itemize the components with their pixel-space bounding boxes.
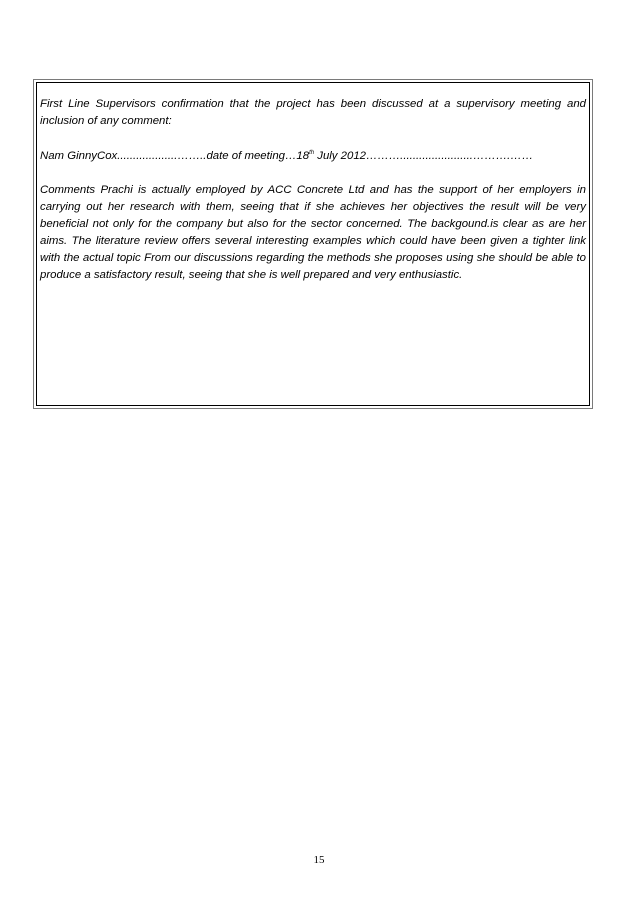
page-number: 15 (313, 854, 325, 866)
ordinal-suffix: th (309, 150, 315, 156)
name-and-date-text: Nam GinnyCox...................……..date of meeting…18 (40, 150, 310, 162)
supervisor-confirmation-text: First Line Supervisors confirmation that the project has been discussed at a supervisory meeting and inclusion of any comment: (40, 98, 586, 127)
name-and-meeting-date-line (40, 148, 586, 165)
supervisor-comments-text: Comments Prachi is actually employed by ACC Concrete Ltd and has the support of her employers in carrying out her research with them, seeing that if she achieves her objectives the result will be very beneficial not only for the company but also for the sector concerned. The backgound.is clear as are her aims. The literature review offers several interesting examples which could have been given a tighter link with the actual topic From our discussions regarding the methods she proposes using she should be able to produce a satisfactory result, seeing that she is well prepared and very enthusiastic. (40, 184, 586, 281)
date-suffix-text: July 2012……….......................……….…… (314, 150, 534, 162)
supervisor-comment-box-inner (36, 82, 590, 406)
supervisor-comment-box (33, 79, 593, 409)
